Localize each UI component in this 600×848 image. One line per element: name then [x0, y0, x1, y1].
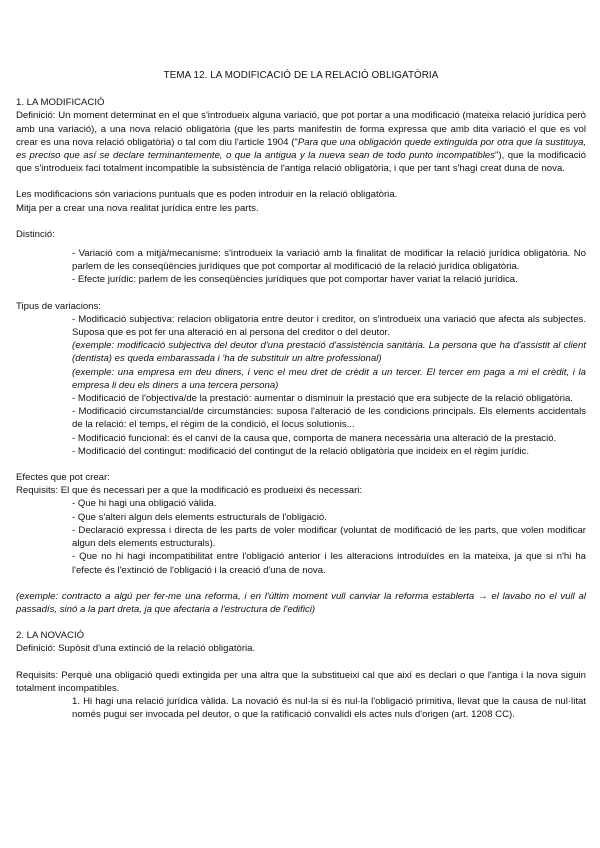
variations-label: Tipus de variacions:	[16, 300, 101, 312]
section-1-heading: 1. LA MODIFICACIÓ	[16, 97, 105, 109]
variation-example-2: (exemple: una empresa em deu diners, i venc el meu dret de crèdit a un tercer. El tercer em paga a mi el crèdit, i la empresa li deu els diners a una tercera persona)	[72, 366, 586, 391]
variation-circumstantial: - Modificació circumstancial/de circumstàncies: suposa l'alteració de les condicions principals. Els elements accidentals de la relació: el temps, el règim de la condició, el locus solutionis...	[72, 406, 586, 431]
requirement-item: - Que hi hagi una obligació vàlida.	[72, 498, 217, 510]
requirement-item: - Declaració expressa i directa de les parts de voler modificar (voluntat de modificació de les parts, que volen modificar algun dels elements estructurals).	[72, 524, 586, 550]
requirement-item: - Que s'alteri algun dels elements estructurals de l'obligació.	[72, 511, 327, 523]
variation-objective: - Modificació de l'objectiva/de la prestació: aumentar o disminuir la prestació que era subjecte de la relació obligatòria.	[72, 393, 573, 405]
definition-text-a: Definició: Un moment determinat en el que s'introdueix alguna variació, que pot portar a una modificació (mateixa relació jurídica però amb una variació), a una nova relació obligatòria (que les parts manifestin de forma expressa que amb dita variació el que es vol crear es una nova relació obligatòria) o tal com diu l'article 1904 ("	[16, 110, 586, 148]
variation-content: - Modificació del contingut: modificació del contingut de la relació obligatòria que incideix en el règim jurídic.	[72, 445, 530, 457]
document-page	[16, 69, 586, 721]
novation-requirements: Requisits: Perquè una obligació quedi extingida per una altra que la substitueixi cal que així es declari o que l'antiga i la nova siguin totalment incompatibles.	[16, 669, 586, 694]
effects-label: Efectes que pot crear:	[16, 472, 110, 484]
distinction-label: Distinció:	[16, 228, 55, 240]
requirements-intro: Requisits: El que és necessari per a que la modificació es produeixi és necessari:	[16, 485, 363, 497]
distinction-item: - Efecte jurídic: parlem de les conseqüències jurídiques que pot comportar haver variat la relació jurídica.	[72, 274, 518, 286]
definition-paragraph	[16, 109, 586, 175]
variation-subjective: - Modificació subjectiva: relacion obligatoria entre deutor i creditor, on s'introdueix una variació que afecta als subjectes. Suposa que es pot fer una alteració en al persona del creditor o del deutor.	[72, 313, 586, 339]
modifications-line-1: Les modificacions són variacions puntuals que es poden introduir en la relació obligatòria.	[16, 189, 398, 201]
definition-text-b: "), que la modificació que s'introdueix faci totalment incompatible la subsistència de l'antiga relació obligatòria, i que per tant s'hagi creat duna de nova.	[16, 150, 586, 175]
document-title: TEMA 12. LA MODIFICACIÓ DE LA RELACIÓ OBLIGATÒRIA	[163, 70, 439, 81]
article-quote: Para que una obligación quede extinguida por otra que la sustituya, es preciso que así se declare terminantemente, o que la antigua y la nueva sean de todo punto incompatibles	[16, 136, 586, 162]
requirement-item: - Que no hi hagi incompatibilitat entre l'obligació anterior i les alteracions introduïdes en la mateixa, ja que si n'hi ha l'efecte és l'extinció de l'obligació i la creació d'una de nova.	[72, 551, 586, 576]
variation-example-1: (exemple: modificació subjectiva del deutor d'una prestació d'assistència sanitària. La persona que ha d'assistit al client (dentista) es queda embarassada i 'ha de substituir un altre professional)	[72, 340, 586, 365]
distinction-item: - Variació com a mitjà/mecanisme: s'introdueix la variació amb la finalitat de modificar la relació jurídica obligatòria. No parlem de les conseqüències jurídiques que pot comportar al modificació de la relació jurídica obligatòria.	[72, 248, 586, 273]
reform-example: (exemple: contracto a algú per fer-me una reforma, i en l'últim moment vull canviar la reforma establerta → el lavabo no el vull al passadís, sinó a la part dreta, ja que afectaria a l'estructura de l'edifici)	[16, 590, 586, 615]
novation-definition: Definició: Supòsit d'una extinció de la relació obligatòria.	[16, 643, 256, 655]
novation-item-1: 1. Hi hagi una relació jurídica vàlida. La novació és nul·la si és nul·la l'obligació primitiva, llevat que la causa de nul·litat només pugui ser invocada pel deutor, o que la ratificació convalidi els actes nuls d'origen (art. 1208 CC).	[72, 695, 586, 721]
modifications-line-2: Mitja per a crear una nova realitat jurídica entre les parts.	[16, 202, 259, 214]
variation-functional: - Modificació funcional: és el canvi de la causa que, comporta de manera necessària una alteració de la prestació.	[72, 432, 557, 444]
section-2-heading: 2. LA NOVACIÓ	[16, 630, 85, 642]
